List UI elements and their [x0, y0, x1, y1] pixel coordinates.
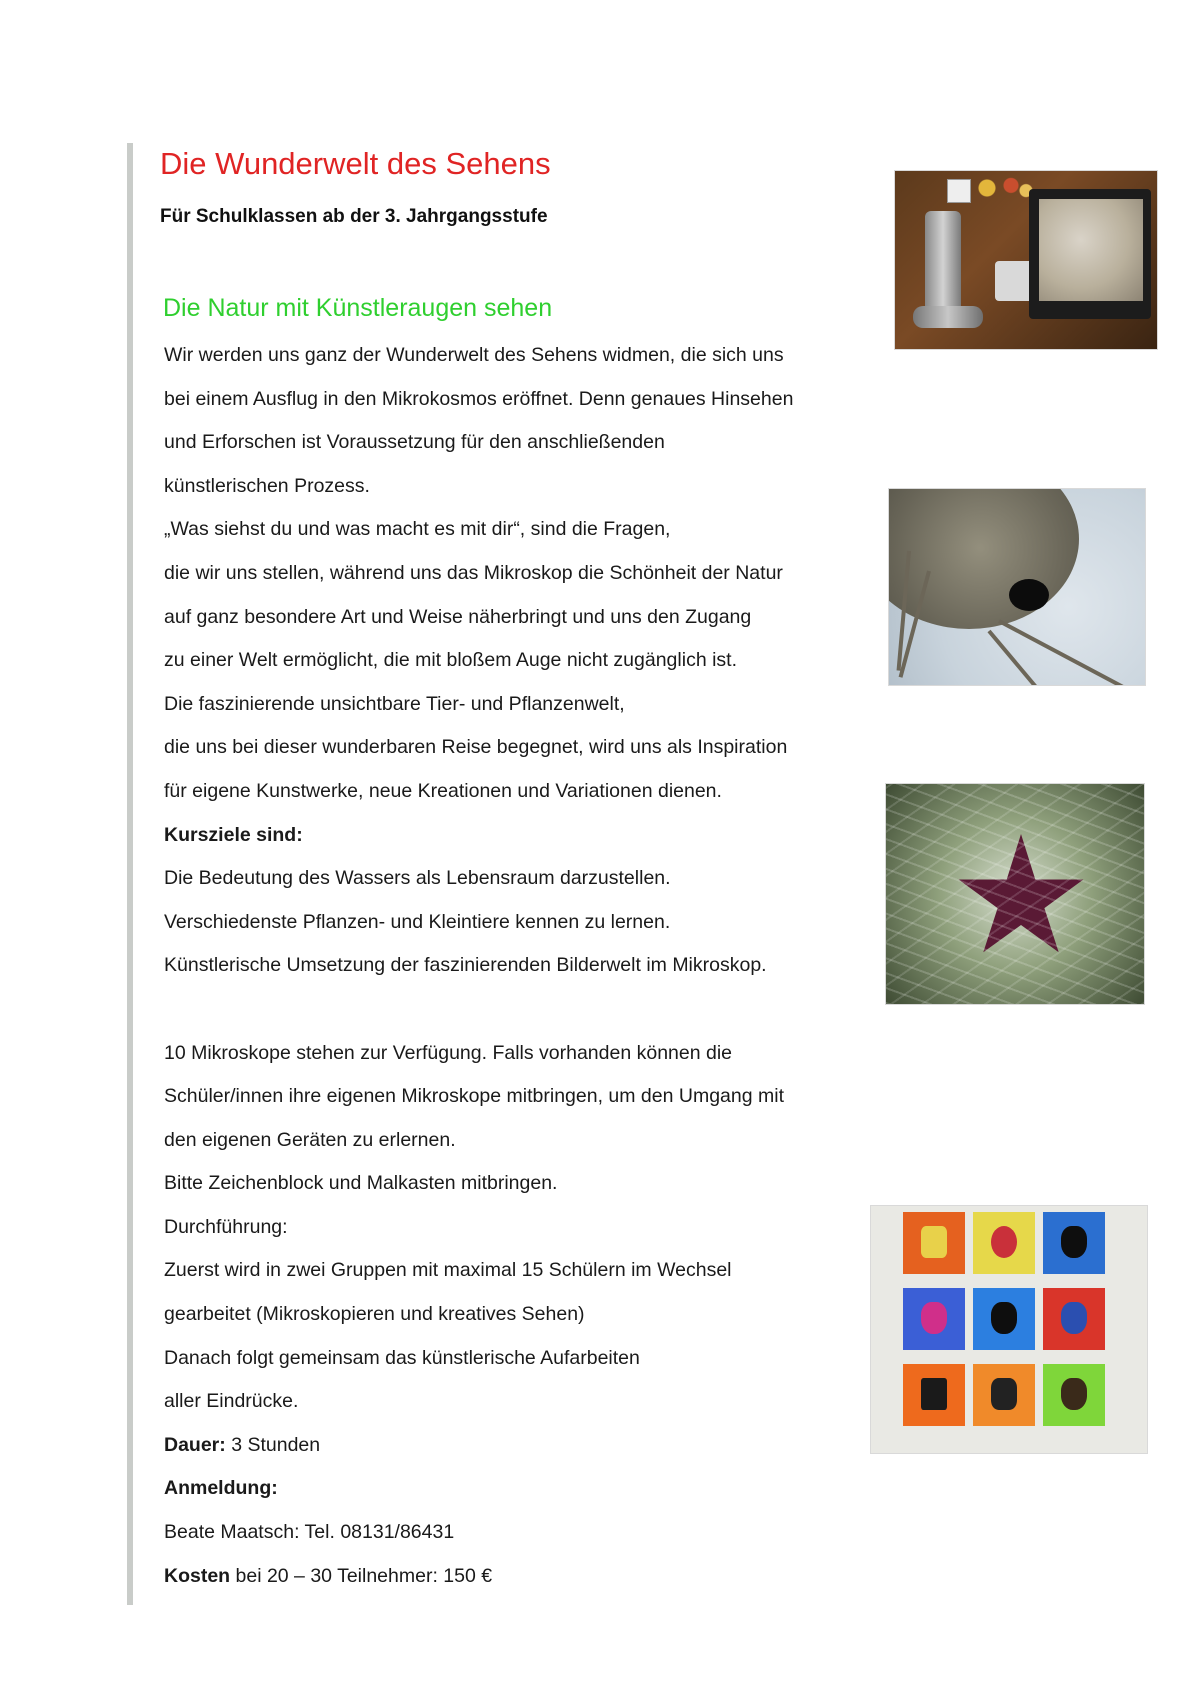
- artwork-tile: [1043, 1212, 1105, 1274]
- artwork-tile: [903, 1212, 965, 1274]
- text-line: bei einem Ausflug in den Mikrokosmos eröffnet. Denn genaues Hinsehen: [164, 387, 794, 410]
- text-line: künstlerischen Prozess.: [164, 474, 370, 497]
- text-line: die wir uns stellen, während uns das Mikroskop die Schönheit der Natur: [164, 561, 783, 584]
- goal-item: Die Bedeutung des Wassers als Lebensraum darzustellen.: [164, 867, 671, 890]
- left-margin-rule: [127, 143, 133, 1605]
- text-line: gearbeitet (Mikroskopieren und kreatives Sehen): [164, 1303, 585, 1326]
- crystal-star-photo: [885, 783, 1145, 1005]
- text-line: Wir werden uns ganz der Wunderwelt des Sehens widmen, die sich uns: [164, 344, 784, 366]
- goals-heading: [164, 820, 844, 864]
- page-title: Die Wunderwelt des Sehens: [160, 146, 551, 181]
- student-artwork-photo: [870, 1205, 1148, 1454]
- artwork-tile: [973, 1364, 1035, 1426]
- artwork-tile: [1043, 1364, 1105, 1426]
- artwork-tile: [903, 1288, 965, 1350]
- costs-value: bei 20 – 30 Teilnehmer: 150 €: [230, 1564, 493, 1587]
- registration-heading: [164, 1473, 844, 1517]
- text-line: für eigene Kunstwerke, neue Kreationen und Variationen dienen.: [164, 779, 722, 802]
- costs-label: Kosten: [164, 1564, 231, 1587]
- microscope-shape: [925, 211, 961, 321]
- text-line: Schüler/innen ihre eigenen Mikroskope mitbringen, um den Umgang mit: [164, 1085, 784, 1108]
- artwork-tile: [973, 1288, 1035, 1350]
- organism-eye-shape: [1009, 579, 1049, 611]
- laptop-screen-shape: [1029, 189, 1151, 319]
- text-line: und Erforschen ist Voraussetzung für den anschließenden: [164, 431, 665, 454]
- registration-contact: Beate Maatsch: Tel. 08131/86431: [164, 1521, 455, 1544]
- section-heading: Die Natur mit Künstleraugen sehen: [163, 294, 553, 322]
- microscope-laptop-photo: [894, 170, 1158, 350]
- dice-shape: [947, 179, 971, 203]
- text-line: aller Eindrücke.: [164, 1390, 299, 1413]
- text-line: die uns bei dieser wunderbaren Reise begegnet, wird uns als Inspiration: [164, 736, 788, 759]
- flowers-shape: [975, 175, 1035, 201]
- text-line: auf ganz besondere Art und Weise näherbringt und uns den Zugang: [164, 605, 752, 628]
- laptop-screen-image: [1039, 199, 1143, 301]
- artwork-tile: [1043, 1288, 1105, 1350]
- text-line: zu einer Welt ermöglicht, die mit bloßem Auge nicht zugänglich ist.: [164, 649, 737, 672]
- duration-value: 3 Stunden: [225, 1433, 321, 1456]
- text-line: Bitte Zeichenblock und Malkasten mitbringen.: [164, 1172, 558, 1195]
- duration-line: [164, 1430, 844, 1474]
- costs-line: [164, 1561, 844, 1605]
- fibers-overlay: [886, 784, 1144, 1004]
- text-line: Die faszinierende unsichtbare Tier- und Pflanzenwelt,: [164, 692, 625, 715]
- organism-leg-shape: [998, 619, 1141, 686]
- text-line: 10 Mikroskope stehen zur Verfügung. Falls vorhanden können die: [164, 1041, 733, 1064]
- text-line: den eigenen Geräten zu erlernen.: [164, 1128, 456, 1151]
- text-line: Danach folgt gemeinsam das künstlerische Aufarbeiten: [164, 1346, 640, 1369]
- text-line: Durchführung:: [164, 1215, 288, 1238]
- duration-label: Dauer:: [164, 1433, 226, 1456]
- artwork-tile: [903, 1364, 965, 1426]
- microscope-base-shape: [913, 306, 983, 328]
- micro-organism-photo: [888, 488, 1146, 686]
- text-line: Zuerst wird in zwei Gruppen mit maximal 15 Schülern im Wechsel: [164, 1259, 732, 1282]
- artwork-tile: [973, 1212, 1035, 1274]
- body-text: [164, 340, 844, 1604]
- page-subtitle: Für Schulklassen ab der 3. Jahrgangsstufe: [160, 206, 548, 227]
- goals-heading-label: Kursziele sind:: [164, 823, 303, 846]
- paragraph-spacer: [164, 994, 844, 1038]
- goal-item: Verschiedenste Pflanzen- und Kleintiere kennen zu lernen.: [164, 910, 671, 933]
- registration-label: Anmeldung:: [164, 1477, 278, 1500]
- goal-item: Künstlerische Umsetzung der faszinierenden Bilderwelt im Mikroskop.: [164, 954, 767, 977]
- text-line: „Was siehst du und was macht es mit dir“, sind die Fragen,: [164, 518, 671, 541]
